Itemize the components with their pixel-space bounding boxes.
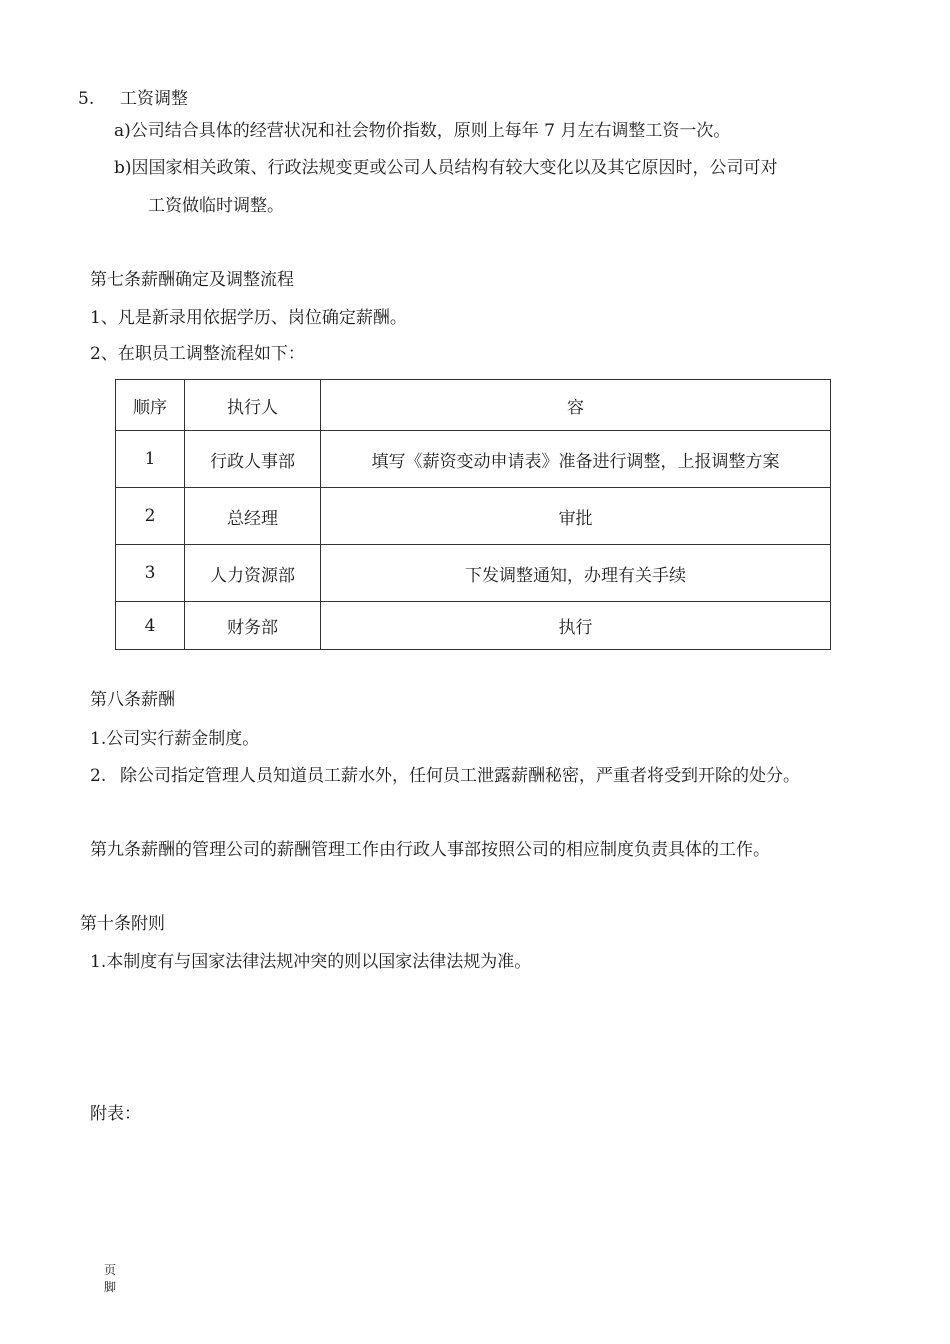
article-8-item-1: 1.公司实行薪金制度。 bbox=[90, 729, 260, 749]
section-5-number: 5. bbox=[78, 89, 95, 109]
cell-order: 2 bbox=[116, 488, 185, 545]
appendix-label: 附表： bbox=[90, 1104, 141, 1124]
section-5-heading bbox=[78, 88, 188, 110]
header-order: 顺序 bbox=[116, 380, 185, 431]
article-8-item-2-number: 2. bbox=[90, 766, 107, 786]
table-row bbox=[116, 488, 831, 545]
table-header-row bbox=[116, 380, 831, 431]
article-8-item-2-text: 除公司指定管理人员知道员工薪水外，任何员工泄露薪酬秘密，严重者将受到开除的处分。 bbox=[120, 766, 800, 786]
section-5-item-a: a)公司结合具体的经营状况和社会物价指数，原则上每年 7 月左右调整工资一次。 bbox=[114, 121, 731, 141]
cell-order: 3 bbox=[116, 545, 185, 602]
header-executor: 执行人 bbox=[185, 380, 321, 431]
article-10-title: 第十条附则 bbox=[80, 914, 165, 934]
cell-content: 执行 bbox=[321, 602, 831, 650]
adjustment-flow-table bbox=[115, 379, 831, 650]
cell-content: 下发调整通知，办理有关手续 bbox=[321, 545, 831, 602]
section-5-item-b-line-2: 工资做临时调整。 bbox=[148, 196, 284, 216]
section-5-item-b-line-1: b)因国家相关政策、行政法规变更或公司人员结构有较大变化以及其它原因时，公司可对 bbox=[114, 158, 778, 178]
table-row bbox=[116, 431, 831, 488]
article-7-title: 第七条薪酬确定及调整流程 bbox=[90, 270, 294, 290]
article-7-item-2: 2、在职员工调整流程如下： bbox=[90, 344, 305, 364]
article-10-item-1: 1.本制度有与国家法律法规冲突的则以国家法律法规为准。 bbox=[90, 952, 532, 972]
article-8-title: 第八条薪酬 bbox=[90, 690, 175, 710]
article-9-text: 第九条薪酬的管理公司的薪酬管理工作由行政人事部按照公司的相应制度负责具体的工作。 bbox=[90, 840, 770, 860]
cell-order: 4 bbox=[116, 602, 185, 650]
cell-order: 1 bbox=[116, 431, 185, 488]
page-footer: 页脚 bbox=[104, 1263, 117, 1294]
cell-executor: 人力资源部 bbox=[185, 545, 321, 602]
article-8-item-2 bbox=[90, 765, 800, 787]
cell-content: 审批 bbox=[321, 488, 831, 545]
table-row bbox=[116, 602, 831, 650]
cell-executor: 总经理 bbox=[185, 488, 321, 545]
table-row bbox=[116, 545, 831, 602]
header-content: 容 bbox=[321, 380, 831, 431]
section-5-title: 工资调整 bbox=[120, 89, 188, 109]
cell-content: 填写《薪资变动申请表》准备进行调整，上报调整方案 bbox=[321, 431, 831, 488]
cell-executor: 财务部 bbox=[185, 602, 321, 650]
article-7-item-1: 1、凡是新录用依据学历、岗位确定薪酬。 bbox=[90, 308, 407, 328]
cell-executor: 行政人事部 bbox=[185, 431, 321, 488]
